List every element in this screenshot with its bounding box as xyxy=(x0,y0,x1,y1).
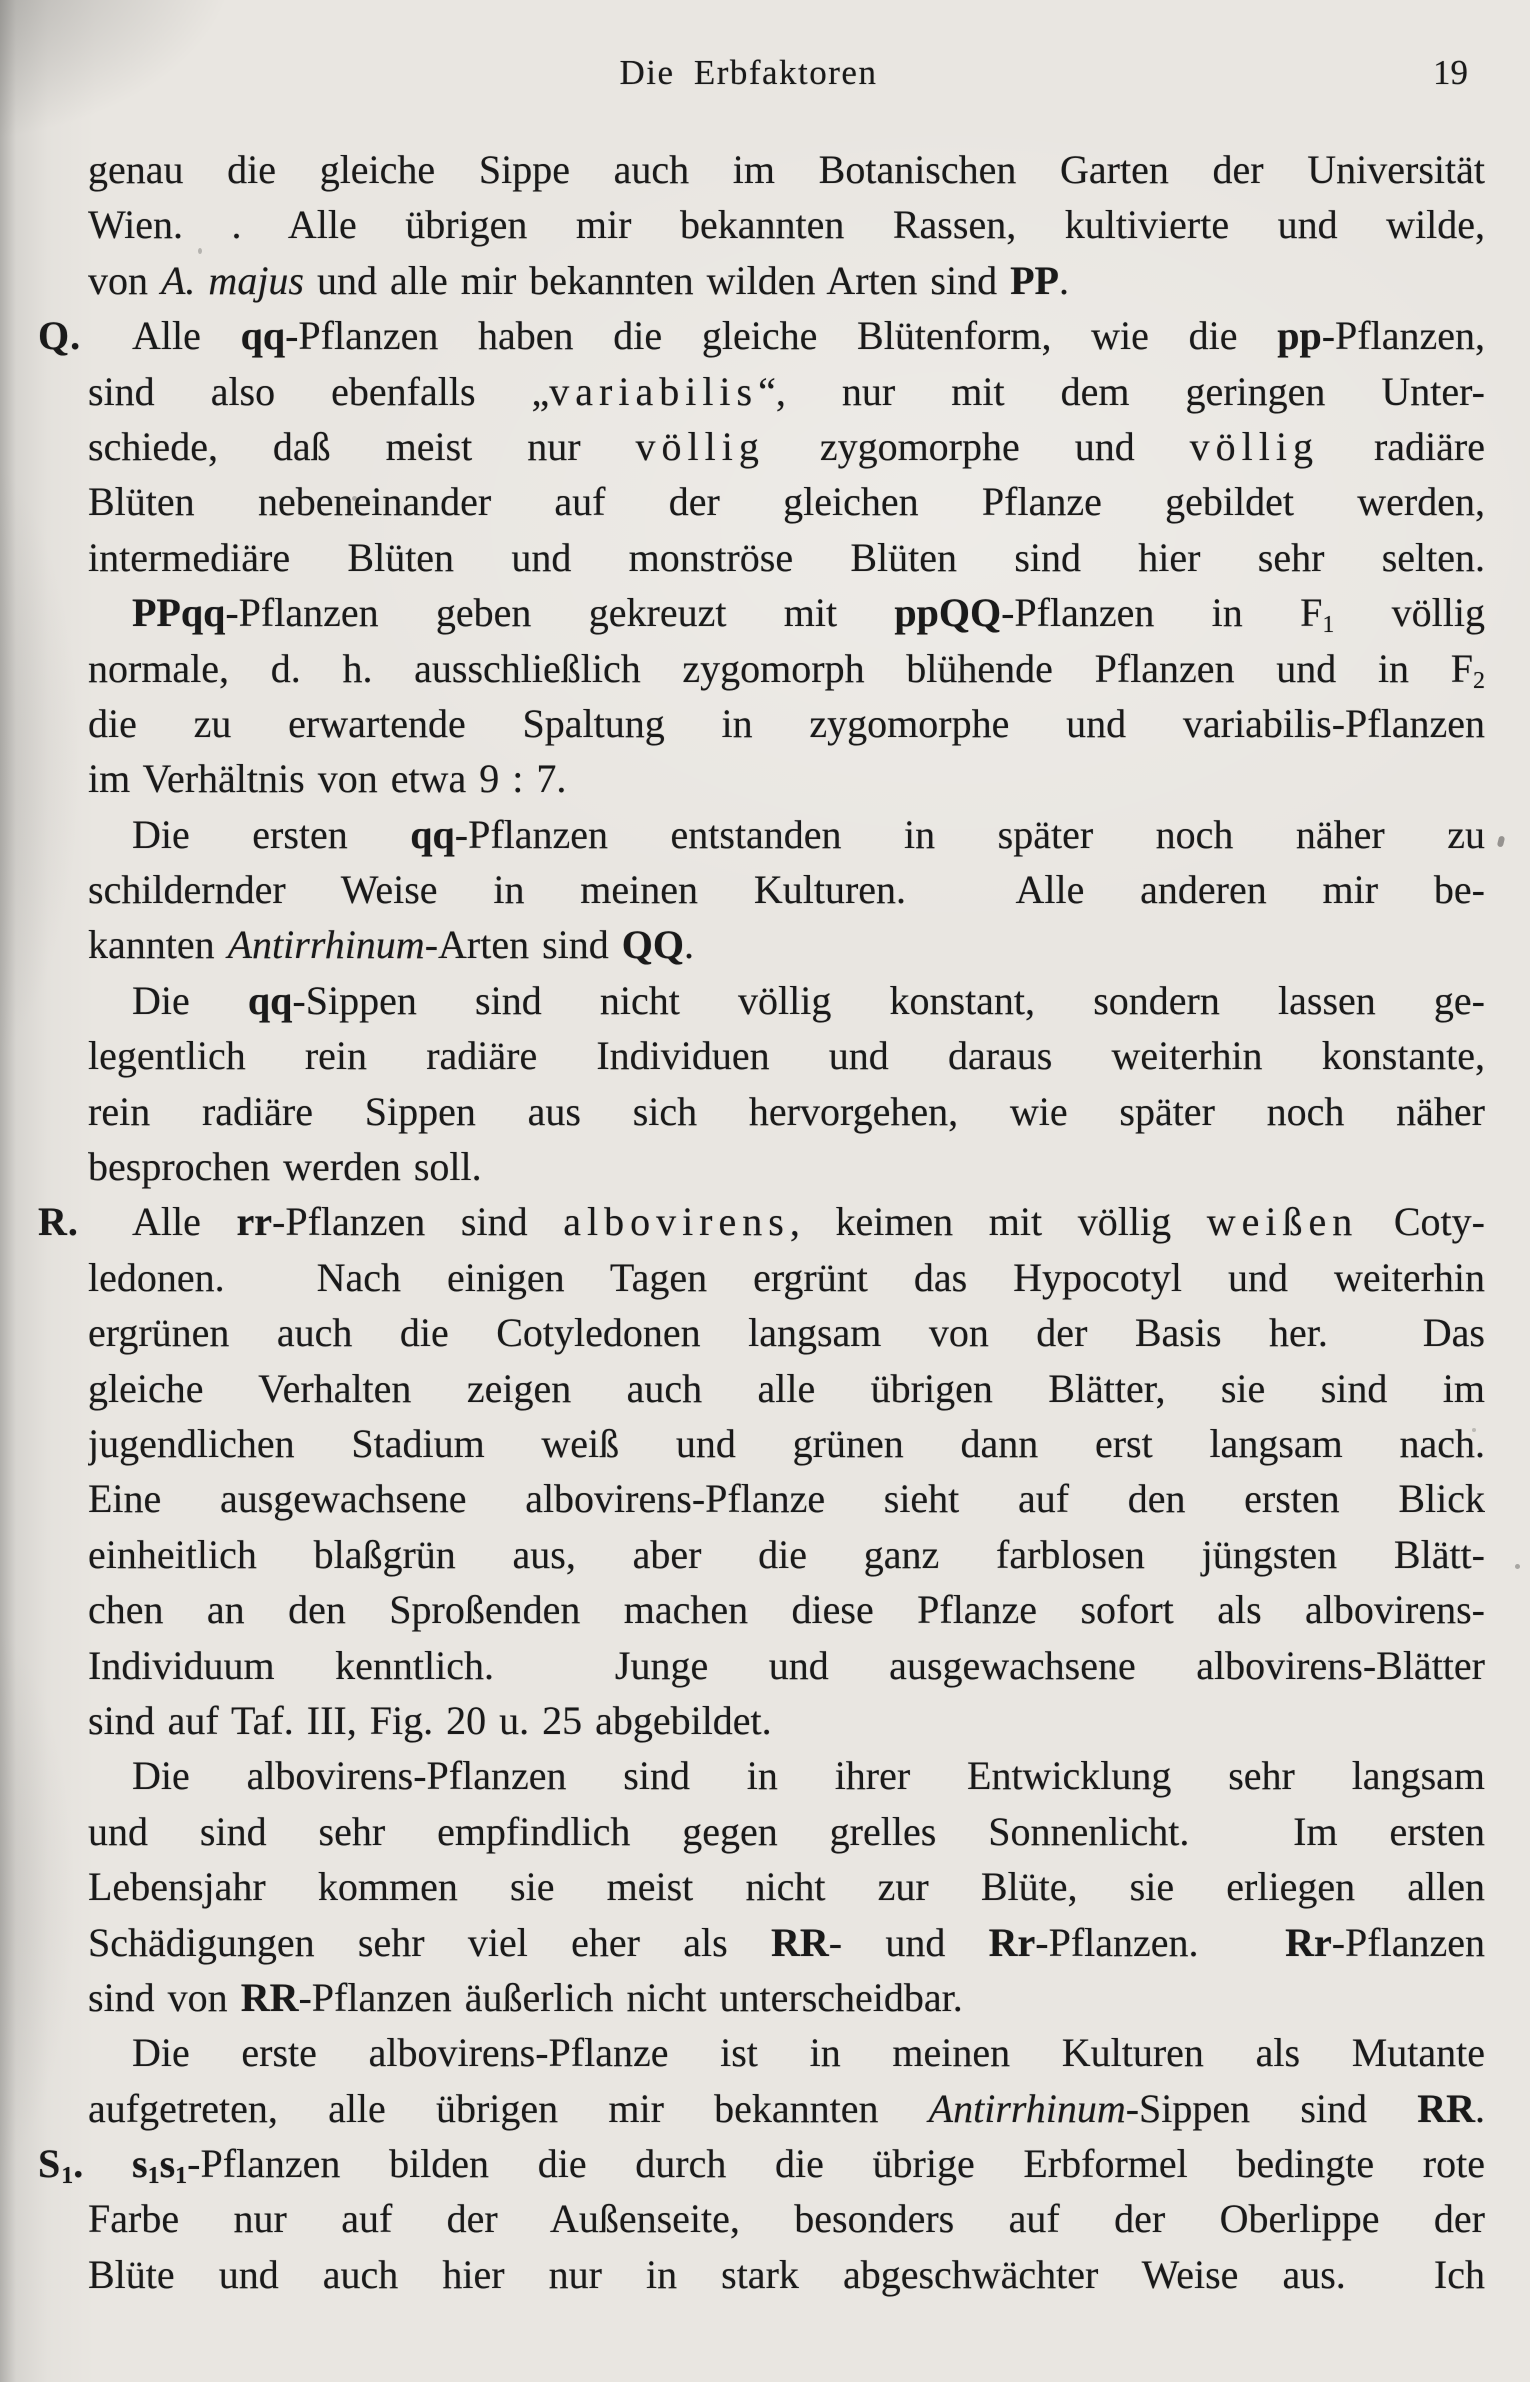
bold-gene-symbol: R. xyxy=(38,1199,79,1245)
text-line: Lebensjahr kommen sie meist nicht zur Blüte, sie erliegen allen xyxy=(88,1864,1485,1910)
scan-speckle xyxy=(1472,1428,1476,1432)
letterspaced-text: völlig xyxy=(1189,423,1320,469)
paragraph-erste-albovirens-mutante xyxy=(88,2025,1485,2136)
scan-speckle xyxy=(1515,1564,1520,1569)
text-line: legentlich rein radiäre Individuen und daraus weiterhin konstante, xyxy=(88,1033,1485,1079)
bold-gene-symbol: RR xyxy=(1417,2085,1475,2131)
text-line: sind auf Taf. III, Fig. 20 u. 25 abgebildet. xyxy=(88,1697,772,1743)
scan-speckle xyxy=(198,248,202,254)
text-line: Farbe nur auf der Außenseite, besonders auf der Oberlippe der xyxy=(88,2196,1485,2242)
text-line: aufgetreten, alle übrigen mir bekannten Antirrhinum-Sippen sind RR. xyxy=(88,2085,1485,2131)
italic-text: A. majus xyxy=(161,257,304,303)
text-line: Die erste albovirens-Pflanze ist in meinen Kulturen als Mutante xyxy=(132,2030,1485,2076)
text-line: normale, d. h. ausschließlich zygomorph blühende Pflanzen und in $F_2$ xyxy=(88,645,1485,694)
text-line: Die ersten qq-Pflanzen entstanden in später noch näher zu xyxy=(132,811,1485,857)
bold-gene-symbol: Q. xyxy=(38,313,82,359)
bold-gene-symbol: qq xyxy=(247,977,293,1023)
text-line: Eine ausgewachsene albovirens-Pflanze sieht auf den ersten Blick xyxy=(88,1476,1485,1522)
italic-text: Antirrhinum xyxy=(227,922,425,968)
text-line: im Verhältnis von etwa 9 : 7. xyxy=(88,756,567,802)
subscript-text: 1 xyxy=(61,2162,74,2189)
text-line: gleiche Verhalten zeigen auch alle übrigen Blätter, sie sind im xyxy=(88,1365,1485,1411)
bold-gene-symbol: pp xyxy=(1277,313,1322,359)
scan-speckle xyxy=(1497,835,1505,847)
margin-label-s1-bluetenfarbe xyxy=(38,2136,84,2204)
text-line: besprochen werden soll. xyxy=(88,1144,482,1190)
text-line: chen an den Sproßenden machen diese Pflanze sofort als albovirens- xyxy=(88,1587,1485,1633)
paragraph-s1-bluetenfarbe xyxy=(38,2136,1485,2302)
text-line: Alle rr-Pflanzen sind albovirens, keimen mit völlig weißen Coty- xyxy=(132,1199,1485,1245)
paragraph-r-albovirens xyxy=(38,1194,1485,1748)
paragraph-ppqq-kreuzung xyxy=(88,585,1485,807)
bold-gene-symbol: ppQQ xyxy=(894,590,1002,636)
text-line: ledonen. Nach einigen Tagen ergrünt das Hypocotyl und weiterhin xyxy=(88,1254,1485,1300)
bold-gene-symbol: qq xyxy=(410,811,455,857)
margin-label-q-bluetenform xyxy=(38,308,81,363)
bold-gene-symbol: Rr xyxy=(988,1919,1036,1965)
text-line: Wien. . Alle übrigen mir bekannten Rassen, kultivierte und wilde, xyxy=(88,202,1485,248)
paragraph-q-bluetenform xyxy=(38,308,1485,585)
bold-gene-symbol: rr xyxy=(236,1199,273,1245)
bold-gene-symbol: S xyxy=(38,2141,62,2187)
text-column xyxy=(38,142,1485,2302)
text-line: Blüten nebeneinander auf der gleichen Pflanze gebildet werden, xyxy=(88,479,1485,525)
text-line: PPqq-Pflanzen geben gekreuzt mit ppQQ-Pflanzen in $F_1$ völlig xyxy=(132,590,1485,638)
letterspaced-text: variabilis xyxy=(549,368,759,414)
bold-gene-symbol: QQ xyxy=(621,922,685,968)
text-line: jugendlichen Stadium weiß und grünen dann erst langsam nach. xyxy=(88,1420,1485,1466)
text-line: einheitlich blaßgrün aus, aber die ganz farblosen jüngsten Blätt- xyxy=(88,1531,1485,1577)
running-head xyxy=(88,52,1485,94)
italic-text: Antirrhinum xyxy=(928,2085,1126,2131)
text-line: Blüte und auch hier nur in stark abgeschwächter Weise aus. Ich xyxy=(88,2251,1485,2297)
text-line: ergrünen auch die Cotyledonen langsam von der Basis her. Das xyxy=(88,1310,1485,1356)
bold-gene-symbol: s xyxy=(132,2141,148,2187)
scan-speckle xyxy=(352,496,357,501)
paragraph-qq-sippen xyxy=(88,973,1485,1195)
text-line: genau die gleiche Sippe auch im Botanischen Garten der Universität xyxy=(88,147,1485,192)
text-line: Die albovirens-Pflanzen sind in ihrer Entwicklung sehr langsam xyxy=(132,1753,1485,1799)
letterspaced-text: weißen xyxy=(1206,1199,1359,1245)
subscript-text: 1 xyxy=(147,2162,160,2189)
text-line: von A. majus und alle mir bekannten wilden Arten sind PP. xyxy=(88,257,1069,303)
margin-label-r-albovirens xyxy=(38,1194,79,1249)
text-line: schiede, daß meist nur völlig zygomorphe und völlig radiäre xyxy=(88,423,1485,469)
paragraph-albovirens-entwicklung xyxy=(88,1748,1485,2025)
text-line: die zu erwartende Spaltung in zygomorphe und variabilis-Pflanzen xyxy=(88,700,1485,746)
text-line: kannten Antirrhinum-Arten sind QQ. xyxy=(88,922,695,968)
bold-gene-symbol: qq xyxy=(240,313,286,359)
text-line: rein radiäre Sippen aus sich hervorgehen, wie später noch näher xyxy=(88,1088,1485,1134)
subscript-text: 1 xyxy=(1322,611,1335,638)
text-line: Alle qq-Pflanzen haben die gleiche Blütenform, wie die pp-Pflanzen, xyxy=(132,313,1485,359)
text-line: Individuum kenntlich. Junge und ausgewachsene albovirens-Blätter xyxy=(88,1642,1485,1688)
text-line: intermediäre Blüten und monströse Blüten sind hier sehr selten. xyxy=(88,534,1485,580)
text-line: schildernder Weise in meinen Kulturen. Alle anderen mir be- xyxy=(88,867,1485,913)
subscript-text: 1 xyxy=(175,2162,188,2189)
bold-gene-symbol: PP xyxy=(1010,257,1059,303)
page-number: 19 xyxy=(1433,53,1468,92)
text-line: und sind sehr empfindlich gegen grelles Sonnenlicht. Im ersten xyxy=(88,1808,1485,1854)
text-line: Schädigungen sehr viel eher als RR- und Rr-Pflanzen. Rr-Pflanzen xyxy=(88,1919,1485,1965)
page-title: Die Erbfaktoren xyxy=(619,53,878,92)
text-line: sind also ebenfalls „variabilis“, nur mit dem geringen Unter- xyxy=(88,368,1485,414)
paragraph-erste-qq-pflanzen xyxy=(88,807,1485,973)
bold-gene-symbol: Rr xyxy=(1285,1919,1332,1965)
subscript-text: 2 xyxy=(1473,667,1485,694)
bold-gene-symbol: . xyxy=(73,2141,85,2187)
text-line: s1s1-Pflanzen bilden die durch die übrige Erbformel bedingte rote xyxy=(132,2141,1485,2189)
text-line: Die qq-Sippen sind nicht völlig konstant, sondern lassen ge- xyxy=(132,977,1485,1023)
paragraph-p-continuation xyxy=(88,142,1485,308)
letterspaced-text: albovirens xyxy=(563,1199,790,1245)
bold-gene-symbol: RR xyxy=(770,1919,829,1965)
letterspaced-text: völlig xyxy=(635,423,765,469)
text-line: sind von RR-Pflanzen äußerlich nicht unterscheidbar. xyxy=(88,1974,963,2020)
bold-gene-symbol: RR xyxy=(240,1974,299,2020)
bold-gene-symbol: PPqq xyxy=(132,590,226,636)
bold-gene-symbol: s xyxy=(159,2141,176,2187)
